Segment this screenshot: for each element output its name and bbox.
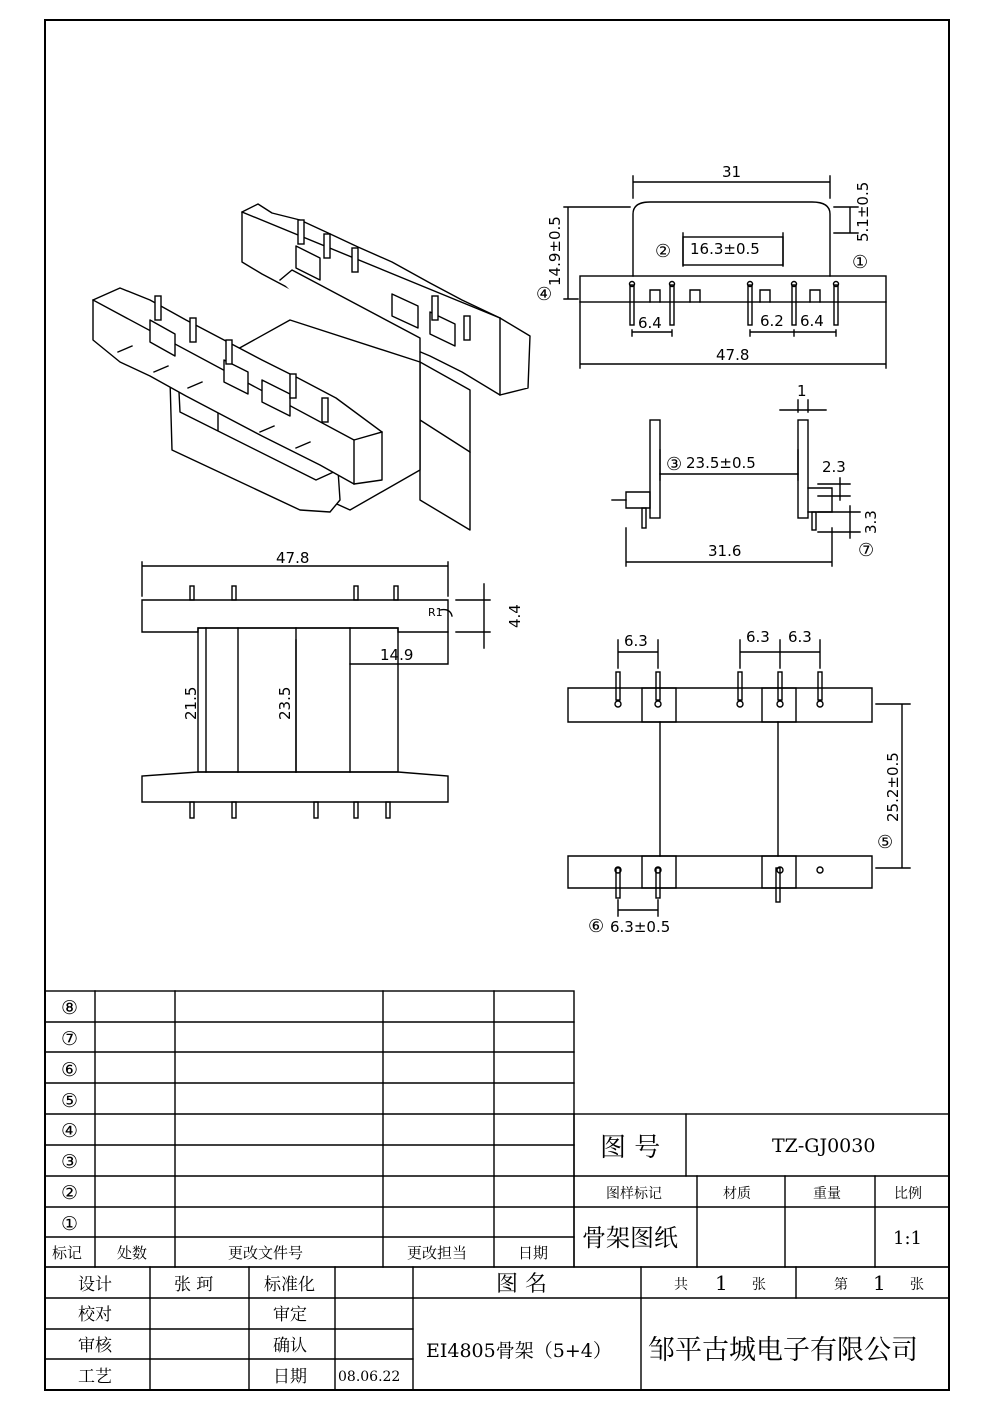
revision-table bbox=[45, 991, 574, 1267]
sheet-unit-1: 张 bbox=[752, 1277, 766, 1293]
date-value: 08.06.22 bbox=[338, 1369, 401, 1385]
check-label: 校对 bbox=[78, 1305, 112, 1325]
dim-r1: R1 bbox=[428, 606, 443, 619]
sheet-unit-2: 张 bbox=[910, 1277, 924, 1293]
marker-1: ① bbox=[852, 252, 869, 273]
rev-marker-4: ④ bbox=[61, 1120, 79, 1142]
date-label: 日期 bbox=[273, 1367, 307, 1387]
approve-label: 审定 bbox=[273, 1305, 307, 1325]
header-sample-mark: 图样标记 bbox=[606, 1186, 662, 1202]
bottom-view bbox=[568, 640, 910, 916]
review-label: 审核 bbox=[78, 1336, 112, 1356]
scale-value: 1:1 bbox=[893, 1228, 922, 1249]
front-view-labels bbox=[182, 549, 524, 720]
company-name: 邹平古城电子有限公司 bbox=[648, 1335, 918, 1366]
drawing-no: TZ-GJ0030 bbox=[772, 1135, 876, 1157]
header-count: 处数 bbox=[117, 1244, 148, 1262]
total-label: 共 bbox=[674, 1277, 688, 1293]
marker-2: ② bbox=[655, 241, 672, 262]
bottom-view-labels bbox=[588, 628, 902, 937]
page-label: 第 bbox=[834, 1277, 848, 1293]
designer-name: 张 珂 bbox=[174, 1275, 214, 1295]
standard-label: 标准化 bbox=[264, 1275, 315, 1295]
dim-47-8-top: 47.8 bbox=[716, 346, 750, 364]
sample-mark-value: 骨架图纸 bbox=[582, 1224, 678, 1252]
header-change-owner: 更改担当 bbox=[407, 1244, 468, 1262]
total-value: 1 bbox=[715, 1271, 728, 1295]
header-scale: 比例 bbox=[894, 1186, 922, 1202]
craft-label: 工艺 bbox=[78, 1367, 112, 1387]
dim-6-3-tol: 6.3±0.5 bbox=[610, 918, 671, 936]
dim-31: 31 bbox=[722, 163, 742, 181]
marker-6: ⑥ bbox=[588, 916, 605, 937]
dim-6-3-a: 6.3 bbox=[624, 632, 648, 650]
dim-23-5-front: 23.5 bbox=[276, 686, 294, 720]
revision-headers bbox=[52, 1244, 548, 1262]
rev-marker-6: ⑥ bbox=[61, 1059, 79, 1081]
top-view-labels bbox=[536, 163, 872, 364]
confirm-label: 确认 bbox=[273, 1336, 307, 1356]
dim-6-3-b: 6.3 bbox=[746, 628, 770, 646]
rev-marker-7: ⑦ bbox=[61, 1028, 79, 1050]
top-view bbox=[564, 176, 886, 368]
dim-2-3: 2.3 bbox=[822, 458, 846, 476]
dim-23-5-side: 23.5±0.5 bbox=[686, 454, 756, 472]
dim-4-4: 4.4 bbox=[506, 604, 524, 628]
header-change-doc: 更改文件号 bbox=[228, 1244, 304, 1262]
title-block-text bbox=[78, 1133, 924, 1387]
name-label: 图 名 bbox=[496, 1272, 547, 1297]
header-material: 材质 bbox=[723, 1186, 751, 1202]
part-name: EI4805骨架（5+4） bbox=[426, 1340, 612, 1362]
drawing-frame bbox=[45, 20, 949, 1390]
isometric-view bbox=[93, 204, 530, 530]
header-mark: 标记 bbox=[52, 1244, 83, 1262]
revision-markers bbox=[61, 997, 78, 1235]
header-date: 日期 bbox=[518, 1244, 549, 1262]
rev-marker-3: ③ bbox=[61, 1151, 79, 1173]
header-weight: 重量 bbox=[813, 1186, 841, 1202]
dim-5-1: 5.1±0.5 bbox=[854, 181, 872, 242]
dim-14-9: 14.9±0.5 bbox=[546, 216, 564, 286]
dim-6-4-right: 6.4 bbox=[800, 312, 824, 330]
dim-16-3: 16.3±0.5 bbox=[690, 240, 760, 258]
marker-3: ③ bbox=[666, 454, 683, 475]
dim-1: 1 bbox=[797, 382, 807, 400]
marker-5: ⑤ bbox=[877, 832, 894, 853]
dim-6-4-left: 6.4 bbox=[638, 314, 662, 332]
rev-marker-8: ⑧ bbox=[61, 997, 79, 1019]
dim-47-8-front: 47.8 bbox=[276, 549, 310, 567]
dim-31-6: 31.6 bbox=[708, 542, 742, 560]
marker-7: ⑦ bbox=[858, 540, 875, 561]
rev-marker-2: ② bbox=[61, 1182, 79, 1204]
dim-3-3: 3.3 bbox=[862, 510, 880, 534]
dim-25-2: 25.2±0.5 bbox=[884, 752, 902, 822]
rev-marker-1: ① bbox=[61, 1213, 79, 1235]
marker-4: ④ bbox=[536, 284, 553, 305]
drawing-no-label: 图 号 bbox=[600, 1133, 661, 1163]
design-label: 设计 bbox=[78, 1275, 112, 1295]
dim-14-9-front: 14.9 bbox=[380, 646, 414, 664]
dim-21-5: 21.5 bbox=[182, 686, 200, 720]
dim-6-2: 6.2 bbox=[760, 312, 784, 330]
rev-marker-5: ⑤ bbox=[61, 1090, 79, 1112]
side-view-labels bbox=[666, 382, 880, 561]
dim-6-3-c: 6.3 bbox=[788, 628, 812, 646]
page-value: 1 bbox=[873, 1271, 886, 1295]
